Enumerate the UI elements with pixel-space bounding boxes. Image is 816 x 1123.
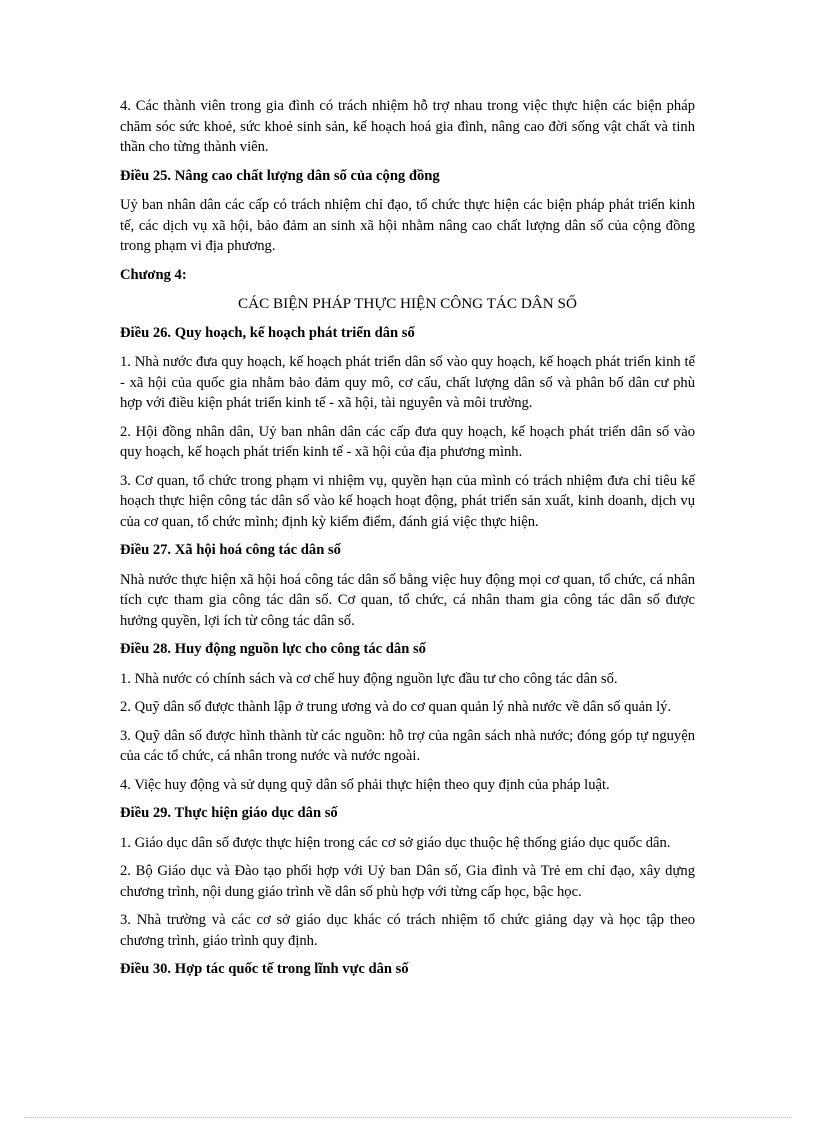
paragraph-article-25: Uỷ ban nhân dân các cấp có trách nhiệm chỉ đạo, tổ chức thực hiện các biện pháp phát triển kinh tế, các dịch vụ xã hội, bảo đảm an sinh xã hội nhằm nâng cao chất lượng dân số của cộng đồng trong phạm vi địa phương. bbox=[120, 197, 695, 254]
paragraph-article-28-4: 4. Việc huy động và sử dụng quỹ dân số phải thực hiện theo quy định của pháp luật. bbox=[120, 776, 610, 793]
article-25-heading: Điều 25. Nâng cao chất lượng dân số của cộng đồng bbox=[120, 167, 440, 184]
chapter-4-title: CÁC BIỆN PHÁP THỰC HIỆN CÔNG TÁC DÂN SỐ bbox=[238, 295, 577, 312]
article-28-heading: Điều 28. Huy động nguồn lực cho công tác dân số bbox=[120, 641, 426, 657]
paragraph-article-28-3: 3. Quỹ dân số được hình thành từ các nguồn: hỗ trợ của ngân sách nhà nước; đóng góp tự nguyện của các tổ chức, cá nhân trong nước và nước ngoài. bbox=[120, 727, 695, 764]
paragraph-article-26-1: 1. Nhà nước đưa quy hoạch, kế hoạch phát triển dân số vào quy hoạch, kế hoạch phát triển kinh tế - xã hội của quốc gia nhằm bảo đảm quy mô, cơ cấu, chất lượng dân số và phân bố dân cư phù hợp với điều kiện phát triển kinh tế - xã hội, tài nguyên và môi trường. bbox=[120, 354, 695, 411]
article-29-heading: Điều 29. Thực hiện giáo dục dân số bbox=[120, 805, 338, 821]
paragraph-article-29-3: 3. Nhà trường và các cơ sở giáo dục khác có trách nhiệm tổ chức giảng dạy và học tập theo chương trình, giáo trình quy định. bbox=[120, 912, 695, 949]
paragraph-article-26-2: 2. Hội đồng nhân dân, Uỷ ban nhân dân các cấp đưa quy hoạch, kế hoạch phát triển dân số vào quy hoạch, kế hoạch phát triển kinh tế - xã hội của địa phương mình. bbox=[120, 423, 695, 460]
article-26-heading: Điều 26. Quy hoạch, kế hoạch phát triển dân số bbox=[120, 324, 415, 341]
page-bottom-divider bbox=[24, 1117, 792, 1118]
paragraph-article-29-1: 1. Giáo dục dân số được thực hiện trong các cơ sở giáo dục thuộc hệ thống giáo dục quốc dân. bbox=[120, 834, 671, 851]
article-30-heading: Điều 30. Hợp tác quốc tế trong lĩnh vực dân số bbox=[120, 961, 409, 977]
paragraph-article-28-2: 2. Quỹ dân số được thành lập ở trung ương và do cơ quan quản lý nhà nước về dân số quản lý. bbox=[120, 699, 672, 715]
article-27-heading: Điều 27. Xã hội hoá công tác dân số bbox=[120, 542, 341, 558]
chapter-4-label: Chương 4: bbox=[120, 266, 187, 283]
paragraph-article-26-3: 3. Cơ quan, tổ chức trong phạm vi nhiệm vụ, quyền hạn của mình có trách nhiệm đưa chỉ tiêu kế hoạch thực hiện công tác dân số vào kế hoạch hoạt động, phát triển sản xuất, kinh doanh, dịch vụ của cơ quan, tổ chức mình; định kỳ kiểm điểm, đánh giá việc thực hiện. bbox=[120, 472, 695, 530]
paragraph-article-27: Nhà nước thực hiện xã hội hoá công tác dân số bằng việc huy động mọi cơ quan, tổ chức, cá nhân tích cực tham gia công tác dân số. Cơ quan, tổ chức, cá nhân tham gia công tác dân số được hưởng quyền, lợi ích từ công tác dân số. bbox=[120, 571, 695, 629]
paragraph-article-29-2: 2. Bộ Giáo dục và Đào tạo phối hợp với Uỷ ban Dân số, Gia đình và Trẻ em chỉ đạo, xây dựng chương trình, nội dung giáo trình về dân số phù hợp với từng cấp học, bậc học. bbox=[120, 863, 695, 900]
paragraph-family-members: 4. Các thành viên trong gia đình có trách nhiệm hỗ trợ nhau trong việc thực hiện các biện pháp chăm sóc sức khoẻ, sức khoẻ sinh sản, kế hoạch hoá gia đình, nâng cao đời sống vật chất và tinh thần cho từng thành viên. bbox=[120, 98, 695, 155]
paragraph-article-28-1: 1. Nhà nước có chính sách và cơ chế huy động nguồn lực đầu tư cho công tác dân số. bbox=[120, 670, 618, 687]
document-page bbox=[120, 96, 695, 989]
